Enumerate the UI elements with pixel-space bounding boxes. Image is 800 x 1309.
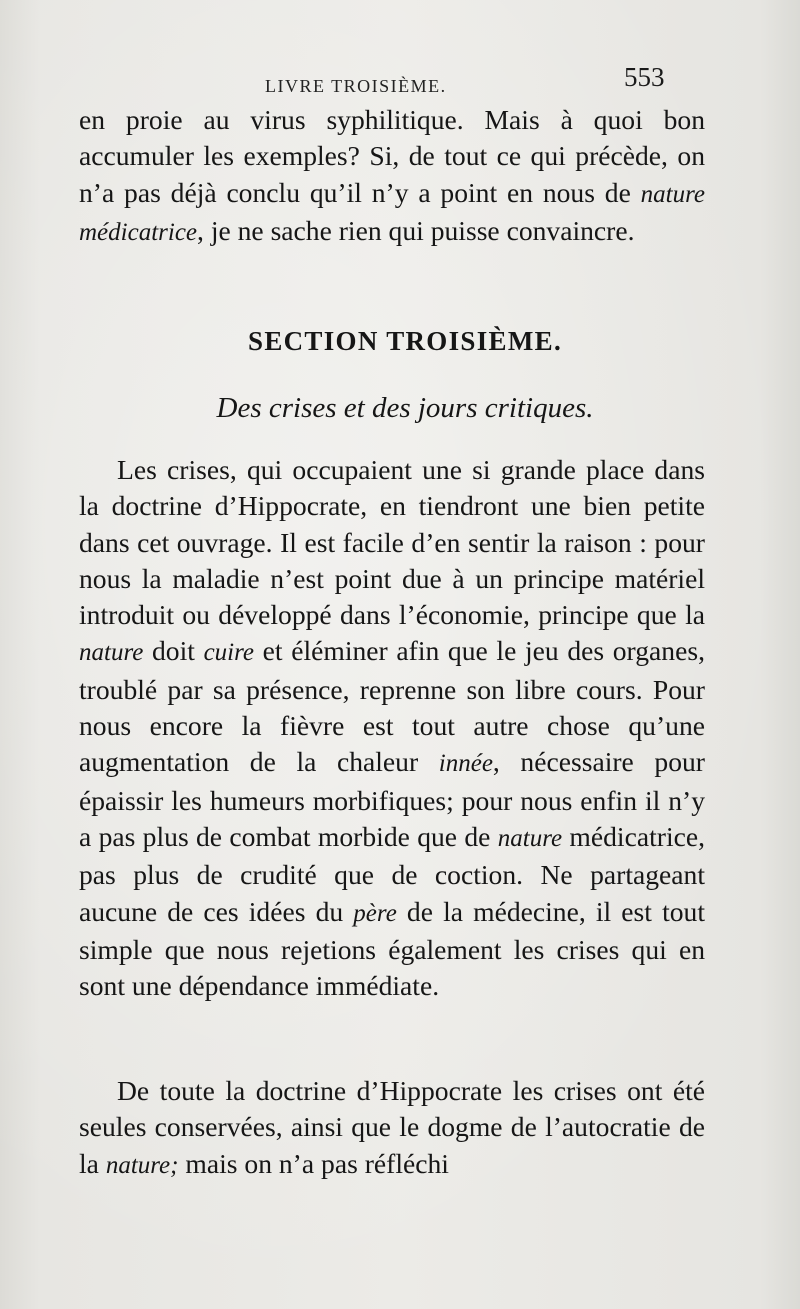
italic-term: père	[353, 899, 397, 927]
italic-term: nature	[79, 639, 144, 667]
running-title: LIVRE TROISIÈME.	[265, 76, 447, 96]
text-run: mais on n’a pas réfléchi	[178, 1147, 449, 1179]
paragraph-block-3	[79, 1073, 705, 1184]
page-header	[0, 62, 800, 102]
text-run: , nécessaire pour épaissir les humeurs morbifiques; pour nous enfin il n’y a pas plus de combat morbide que de	[79, 746, 705, 852]
paragraph-continuation	[79, 102, 705, 251]
text-run: de la médecine, il est tout simple que nous rejetions également les crises qui en sont une dépendance immédiate.	[79, 895, 705, 1002]
italic-term: cuire	[203, 639, 255, 667]
paragraph-1	[79, 102, 705, 251]
text-run: , je ne sache rien qui puisse convaincre.	[197, 214, 635, 246]
text-run: doit	[143, 635, 204, 667]
page-number: 553	[624, 62, 665, 92]
section-subtitle: Des crises et des jours critiques.	[216, 392, 594, 424]
text-run: Les crises, qui occupaient une si grande place dans la doctrine d’Hippocrate, en tiendront une bien petite dans cet ouvrage. Il est facile d’en sentir la raison : pour nous la maladie n’est point due à un principe matériel introduit ou développé dans l’économie, principe que la	[79, 454, 705, 631]
section-heading: SECTION TROISIÈME.	[248, 326, 562, 356]
paragraph-2	[79, 452, 705, 1004]
italic-term: nature médicatrice	[79, 180, 705, 246]
text-run: De toute la doctrine d’Hippocrate les crises ont été seules conservées, ainsi que le dogme de l’autocratie de la	[79, 1075, 705, 1179]
text-run: médicatrice, pas plus de crudité que de coction. Ne partageant aucune de ces idées du	[79, 820, 706, 927]
italic-term: nature;	[105, 1151, 179, 1179]
paragraph-3	[79, 1073, 705, 1184]
italic-term: nature	[497, 824, 563, 852]
italic-term: innée	[438, 750, 493, 778]
paragraph-block-2	[79, 452, 705, 1004]
text-run: et éléminer afin que le jeu des organes, troublé par sa présence, reprenne son libre cours. Pour nous encore la fièvre est tout autre chose qu’une augmentation de la chaleur	[79, 635, 705, 778]
text-run: en proie au virus syphilitique. Mais à quoi bon accumuler les exemples? Si, de tout ce qui précède, on n’a pas déjà conclu qu’il n’y a point en nous de	[79, 104, 705, 208]
